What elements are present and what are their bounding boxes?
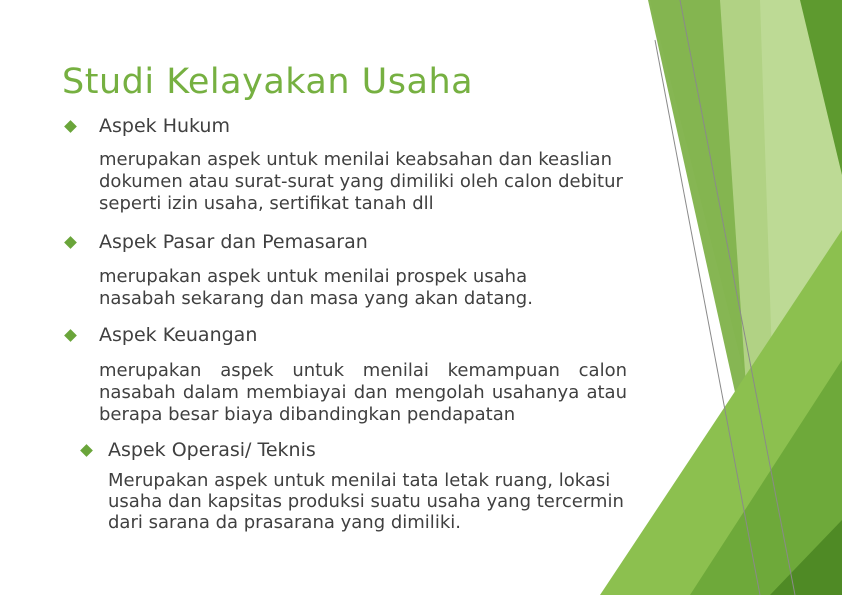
item-description: merupakan aspek untuk menilai kemampuan calon nasabah dalam membiayai dan mengolah usahanya atau berapa besar biaya dibandingkan pendapatan [99, 360, 627, 425]
page-title: Studi Kelayakan Usaha [62, 62, 474, 102]
item-heading: Aspek Keuangan [99, 324, 258, 346]
item-heading: Aspek Pasar dan Pemasaran [99, 231, 368, 253]
item-description: merupakan aspek untuk menilai keabsahan dan keaslian dokumen atau surat-surat yang dimiliki oleh calon debitur seperti izin usaha, sertifikat tanah dll [99, 149, 623, 214]
item-heading: Aspek Hukum [99, 115, 230, 137]
item-heading: Aspek Operasi/ Teknis [108, 439, 316, 461]
item-description: merupakan aspek untuk menilai prospek usaha nasabah sekarang dan masa yang akan datang. [99, 266, 533, 309]
item-description: Merupakan aspek untuk menilai tata letak ruang, lokasi usaha dan kapsitas produksi suatu usaha yang tercermin dari sarana da prasarana yang dimiliki. [108, 470, 624, 533]
